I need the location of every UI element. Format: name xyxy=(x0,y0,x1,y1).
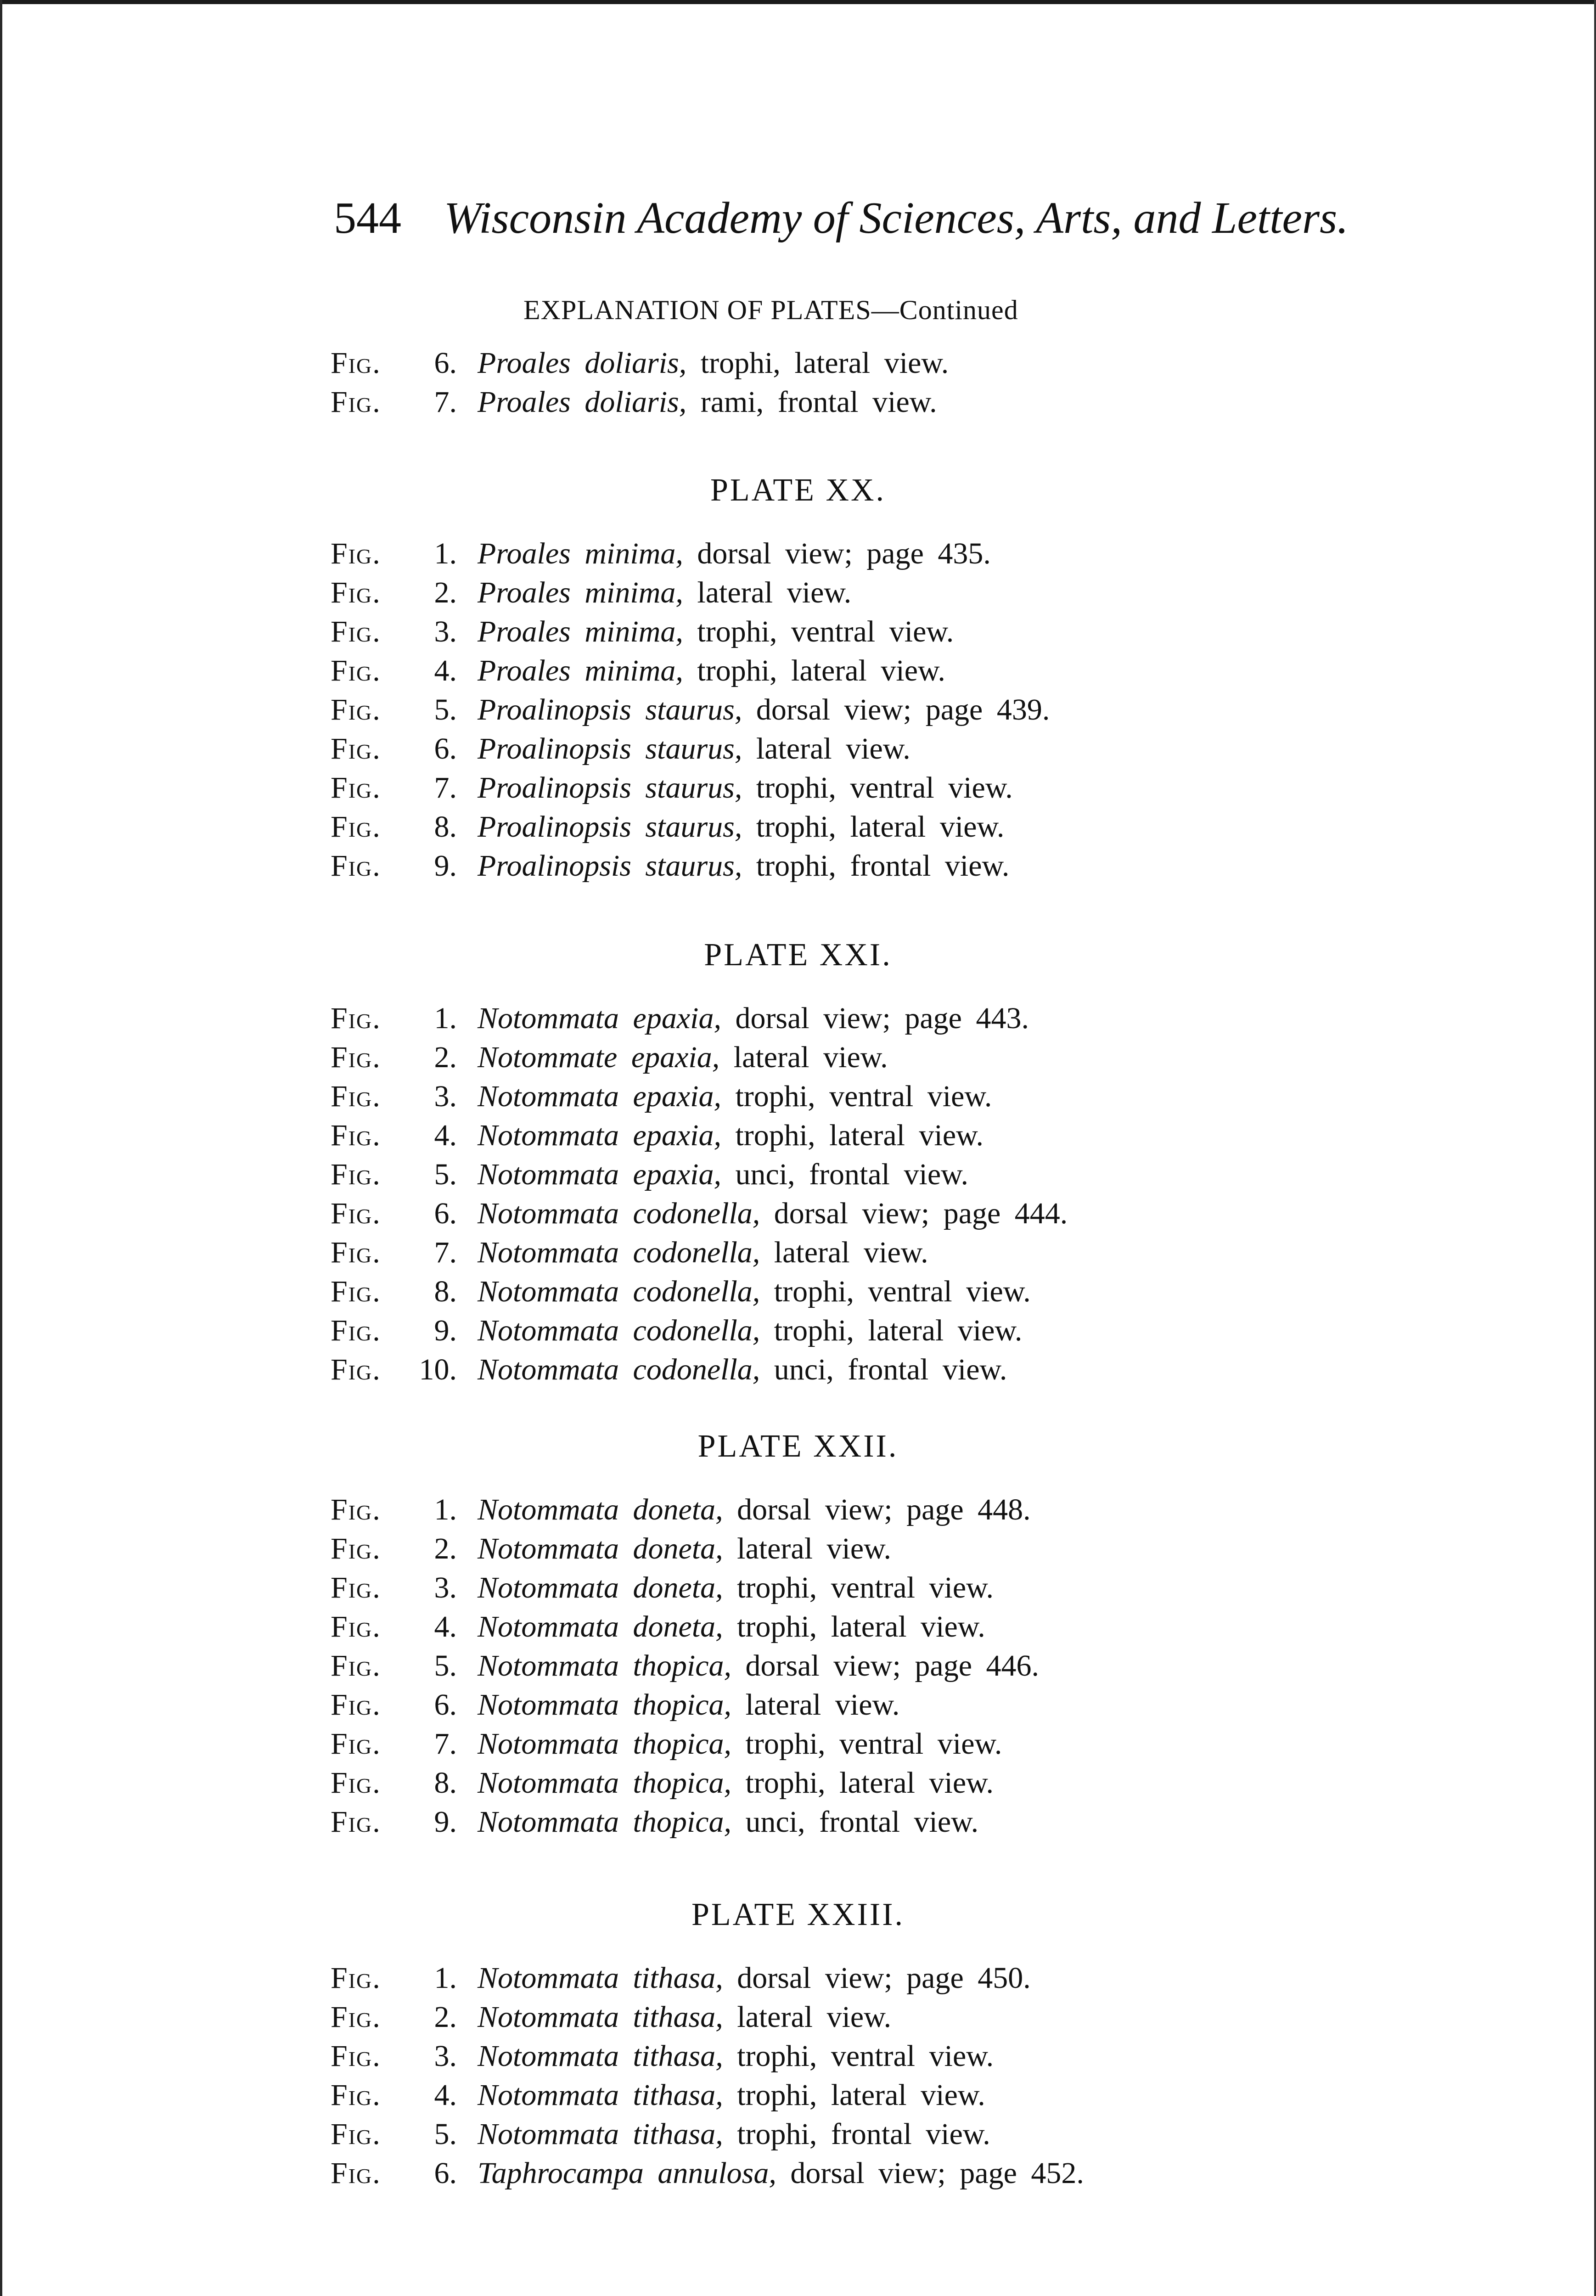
figure-entry xyxy=(331,1802,1318,1841)
figure-description xyxy=(478,1998,891,2037)
figure-number: 2. xyxy=(434,576,457,609)
figure-label: Fig. xyxy=(331,732,381,765)
figure-number: 7. xyxy=(434,1236,457,1269)
view-description: trophi, ventral view. xyxy=(745,1727,1002,1761)
figure-description xyxy=(478,1272,1031,1311)
figure-label: Fig. xyxy=(331,2117,381,2151)
view-description: unci, frontal view. xyxy=(745,1805,979,1839)
view-description: lateral view. xyxy=(774,1236,928,1269)
figure-description xyxy=(478,1038,888,1077)
figure-label: Fig. xyxy=(331,849,381,883)
species-name: Notommata tithasa, xyxy=(478,2039,723,2073)
figure-description xyxy=(478,846,1009,885)
figure-number: 5. xyxy=(434,693,457,726)
figure-description xyxy=(478,573,851,612)
figure-entry xyxy=(331,343,1318,383)
view-description: trophi, lateral view. xyxy=(737,2078,985,2112)
figure-label: Fig. xyxy=(331,1002,381,1035)
figure-entry xyxy=(331,1998,1318,2037)
figure-description xyxy=(478,1958,1031,1998)
figure-entry xyxy=(331,1490,1318,1529)
figure-label: Fig. xyxy=(331,1805,381,1839)
figure-entry xyxy=(331,2076,1318,2115)
species-name: Notommata codonella, xyxy=(478,1236,760,1269)
figure-number: 6. xyxy=(434,2156,457,2190)
species-name: Proalinopsis staurus, xyxy=(478,732,742,765)
figure-description xyxy=(478,807,1004,846)
figure-number: 1. xyxy=(434,1002,457,1035)
view-description: trophi, frontal view. xyxy=(756,849,1010,883)
species-name: Notommata doneta, xyxy=(478,1493,723,1526)
species-name: Notommata thopica, xyxy=(478,1688,731,1722)
figure-number: 7. xyxy=(434,771,457,805)
figure-entry xyxy=(331,651,1318,690)
explanation-heading: EXPLANATION OF PLATES—Continued xyxy=(523,295,1018,325)
species-name: Proales doliaris, xyxy=(478,346,687,380)
view-description: dorsal view; page 450. xyxy=(737,1961,1031,1995)
figure-entry xyxy=(331,534,1318,573)
species-name: Proales minima, xyxy=(478,576,683,609)
figure-entry xyxy=(331,1233,1318,1272)
figure-label: Fig. xyxy=(331,654,381,687)
figure-number: 4. xyxy=(434,2078,457,2112)
view-description: dorsal view; page 439. xyxy=(756,693,1050,726)
journal-title: Wisconsin Academy of Sciences, Arts, and Letters. xyxy=(444,193,1349,243)
species-name: Proalinopsis staurus, xyxy=(478,849,742,883)
species-name: Proales minima, xyxy=(478,615,683,648)
species-name: Notommata epaxia, xyxy=(478,1080,721,1113)
figure-number: 2. xyxy=(434,1532,457,1565)
plate-heading: PLATE XX. xyxy=(710,473,886,508)
figure-description xyxy=(478,1116,983,1155)
figure-number: 3. xyxy=(434,1571,457,1604)
figure-entry xyxy=(331,1311,1318,1350)
figure-label: Fig. xyxy=(331,810,381,844)
figure-number: 7. xyxy=(434,1727,457,1761)
figure-number: 1. xyxy=(434,1961,457,1995)
species-name: Notommata epaxia, xyxy=(478,1002,721,1035)
view-description: lateral view. xyxy=(737,2000,892,2034)
view-description: dorsal view; page 446. xyxy=(745,1649,1040,1683)
view-description: trophi, ventral view. xyxy=(697,615,954,648)
plate-heading: PLATE XXI. xyxy=(704,937,892,973)
figure-number: 4. xyxy=(434,1119,457,1152)
view-description: trophi, ventral view. xyxy=(774,1275,1031,1308)
view-description: trophi, frontal view. xyxy=(737,2117,990,2151)
view-description: lateral view. xyxy=(745,1688,900,1722)
figure-label: Fig. xyxy=(331,1961,381,1995)
species-name: Notommata codonella, xyxy=(478,1314,760,1347)
scan-border-left xyxy=(0,0,2,2296)
species-name: Notommata tithasa, xyxy=(478,2000,723,2034)
species-name: Notommata thopica, xyxy=(478,1766,731,1800)
figure-entry xyxy=(331,1958,1318,1998)
figure-description xyxy=(478,2076,985,2115)
figure-entry xyxy=(331,729,1318,768)
figure-entry xyxy=(331,1724,1318,1763)
figure-entry xyxy=(331,2154,1318,2193)
figure-number: 3. xyxy=(434,1080,457,1113)
figure-label: Fig. xyxy=(331,385,381,419)
figure-description xyxy=(478,2154,1084,2193)
figure-entry xyxy=(331,1529,1318,1568)
scan-border-top xyxy=(0,0,1596,4)
figure-number: 3. xyxy=(434,615,457,648)
view-description: lateral view. xyxy=(756,732,910,765)
figure-description xyxy=(478,2037,994,2076)
figure-entry xyxy=(331,1646,1318,1685)
running-header xyxy=(334,186,1349,250)
figure-label: Fig. xyxy=(331,1353,381,1386)
species-name: Notommata thopica, xyxy=(478,1649,731,1683)
figure-entry xyxy=(331,1272,1318,1311)
figure-number: 5. xyxy=(434,2117,457,2151)
species-name: Notommata doneta, xyxy=(478,1532,723,1565)
figure-entry xyxy=(331,1607,1318,1646)
figure-description xyxy=(478,1311,1022,1350)
view-description: unci, frontal view. xyxy=(774,1353,1007,1386)
view-description: dorsal view; page 448. xyxy=(737,1493,1031,1526)
figure-label: Fig. xyxy=(331,2078,381,2112)
view-description: trophi, lateral view. xyxy=(737,1610,985,1643)
plate-heading: PLATE XXII. xyxy=(697,1429,899,1464)
figure-label: Fig. xyxy=(331,1041,381,1074)
figure-number: 8. xyxy=(434,1766,457,1800)
figure-entry xyxy=(331,768,1318,807)
species-name: Proalinopsis staurus, xyxy=(478,693,742,726)
view-description: dorsal view; page 444. xyxy=(774,1197,1068,1230)
figure-label: Fig. xyxy=(331,1158,381,1191)
species-name: Notommata thopica, xyxy=(478,1727,731,1761)
view-description: rami, frontal view. xyxy=(700,385,937,419)
figure-number: 5. xyxy=(434,1649,457,1683)
figure-entry xyxy=(331,1194,1318,1233)
figure-number: 6. xyxy=(434,346,457,380)
species-name: Notommata doneta, xyxy=(478,1571,723,1604)
figure-label: Fig. xyxy=(331,1688,381,1722)
figure-entry xyxy=(331,2037,1318,2076)
species-name: Proales minima, xyxy=(478,537,683,570)
view-description: unci, frontal view. xyxy=(735,1158,969,1191)
view-description: trophi, ventral view. xyxy=(737,1571,994,1604)
view-description: lateral view. xyxy=(733,1041,888,1074)
figure-description xyxy=(478,1763,994,1802)
figure-number: 4. xyxy=(434,654,457,687)
figure-description xyxy=(478,343,949,383)
figure-number: 3. xyxy=(434,2039,457,2073)
figure-description xyxy=(478,383,937,422)
figure-number: 9. xyxy=(434,1805,457,1839)
figure-entry xyxy=(331,690,1318,729)
figure-label: Fig. xyxy=(331,1080,381,1113)
view-description: trophi, lateral view. xyxy=(697,654,945,687)
figure-entry xyxy=(331,612,1318,651)
figure-entry xyxy=(331,573,1318,612)
species-name: Notommata tithasa, xyxy=(478,1961,723,1995)
species-name: Notommata codonella, xyxy=(478,1353,760,1386)
species-name: Notommata epaxia, xyxy=(478,1158,721,1191)
figure-number: 10. xyxy=(419,1353,457,1386)
figure-label: Fig. xyxy=(331,693,381,726)
species-name: Proalinopsis staurus, xyxy=(478,810,742,844)
page-number: 544 xyxy=(334,193,401,243)
figure-label: Fig. xyxy=(331,1571,381,1604)
figure-label: Fig. xyxy=(331,2156,381,2190)
figure-description xyxy=(478,1685,899,1724)
figure-entry xyxy=(331,1077,1318,1116)
figure-entry xyxy=(331,383,1318,422)
figure-label: Fig. xyxy=(331,346,381,380)
figure-description xyxy=(478,690,1050,729)
figure-label: Fig. xyxy=(331,1119,381,1152)
figure-description xyxy=(478,768,1013,807)
figure-description xyxy=(478,1724,1002,1763)
figure-entry xyxy=(331,807,1318,846)
species-name: Notommata codonella, xyxy=(478,1275,760,1308)
figure-entry xyxy=(331,2115,1318,2154)
figure-label: Fig. xyxy=(331,576,381,609)
figure-number: 5. xyxy=(434,1158,457,1191)
figure-description xyxy=(478,1155,968,1194)
figure-description xyxy=(478,1350,1007,1389)
species-name: Notommata thopica, xyxy=(478,1805,731,1839)
figure-description xyxy=(478,999,1029,1038)
view-description: dorsal view; page 452. xyxy=(790,2156,1084,2190)
figure-entry xyxy=(331,1155,1318,1194)
figure-number: 1. xyxy=(434,1493,457,1526)
species-name: Proalinopsis staurus, xyxy=(478,771,742,805)
figure-label: Fig. xyxy=(331,2039,381,2073)
figure-description xyxy=(478,1802,978,1841)
figure-number: 8. xyxy=(434,810,457,844)
figure-number: 6. xyxy=(434,732,457,765)
figure-description xyxy=(478,729,910,768)
figure-number: 8. xyxy=(434,1275,457,1308)
figure-label: Fig. xyxy=(331,615,381,648)
view-description: trophi, lateral view. xyxy=(756,810,1005,844)
species-name: Notommata doneta, xyxy=(478,1610,723,1643)
figure-entry xyxy=(331,1038,1318,1077)
view-description: trophi, ventral view. xyxy=(735,1080,992,1113)
figure-label: Fig. xyxy=(331,771,381,805)
figure-entry xyxy=(331,1763,1318,1802)
figure-description xyxy=(478,1490,1031,1529)
figure-label: Fig. xyxy=(331,1197,381,1230)
species-name: Notommate epaxia, xyxy=(478,1041,720,1074)
figure-label: Fig. xyxy=(331,537,381,570)
figure-description xyxy=(478,1233,928,1272)
species-name: Proales minima, xyxy=(478,654,683,687)
figure-label: Fig. xyxy=(331,1314,381,1347)
figure-number: 7. xyxy=(434,385,457,419)
figure-description xyxy=(478,1568,994,1607)
figure-description xyxy=(478,1077,992,1116)
figure-number: 9. xyxy=(434,849,457,883)
figure-entry xyxy=(331,1685,1318,1724)
figure-number: 9. xyxy=(434,1314,457,1347)
species-name: Notommata epaxia, xyxy=(478,1119,721,1152)
figure-label: Fig. xyxy=(331,1275,381,1308)
view-description: lateral view. xyxy=(697,576,852,609)
figure-label: Fig. xyxy=(331,1727,381,1761)
view-description: trophi, ventral view. xyxy=(737,2039,994,2073)
figure-description xyxy=(478,1607,985,1646)
view-description: trophi, lateral view. xyxy=(735,1119,983,1152)
figure-entry xyxy=(331,999,1318,1038)
figure-label: Fig. xyxy=(331,1766,381,1800)
figure-number: 2. xyxy=(434,2000,457,2034)
figure-label: Fig. xyxy=(331,1236,381,1269)
figure-number: 2. xyxy=(434,1041,457,1074)
figure-description xyxy=(478,2115,990,2154)
figure-label: Fig. xyxy=(331,1649,381,1683)
figure-description xyxy=(478,1529,891,1568)
figure-description xyxy=(478,1194,1068,1233)
figure-label: Fig. xyxy=(331,1493,381,1526)
species-name: Notommata tithasa, xyxy=(478,2117,723,2151)
view-description: trophi, lateral view. xyxy=(700,346,949,380)
view-description: dorsal view; page 443. xyxy=(735,1002,1029,1035)
figure-entry xyxy=(331,1116,1318,1155)
view-description: dorsal view; page 435. xyxy=(697,537,991,570)
figure-entry xyxy=(331,1568,1318,1607)
species-name: Taphrocampa annulosa, xyxy=(478,2156,776,2190)
figure-entry xyxy=(331,1350,1318,1389)
figure-label: Fig. xyxy=(331,1532,381,1565)
figure-description xyxy=(478,651,945,690)
species-name: Notommata codonella, xyxy=(478,1197,760,1230)
figure-description xyxy=(478,1646,1039,1685)
figure-entry xyxy=(331,846,1318,885)
plate-heading: PLATE XXIII. xyxy=(691,1897,905,1932)
species-name: Notommata tithasa, xyxy=(478,2078,723,2112)
view-description: lateral view. xyxy=(737,1532,892,1565)
species-name: Proales doliaris, xyxy=(478,385,687,419)
figure-description xyxy=(478,612,954,651)
figure-description xyxy=(478,534,991,573)
figure-number: 6. xyxy=(434,1688,457,1722)
figure-number: 4. xyxy=(434,1610,457,1643)
view-description: trophi, lateral view. xyxy=(745,1766,994,1800)
figure-label: Fig. xyxy=(331,2000,381,2034)
scan-border-right xyxy=(1594,0,1596,2296)
view-description: trophi, ventral view. xyxy=(756,771,1013,805)
figure-number: 6. xyxy=(434,1197,457,1230)
figure-number: 1. xyxy=(434,537,457,570)
figure-label: Fig. xyxy=(331,1610,381,1643)
view-description: trophi, lateral view. xyxy=(774,1314,1023,1347)
